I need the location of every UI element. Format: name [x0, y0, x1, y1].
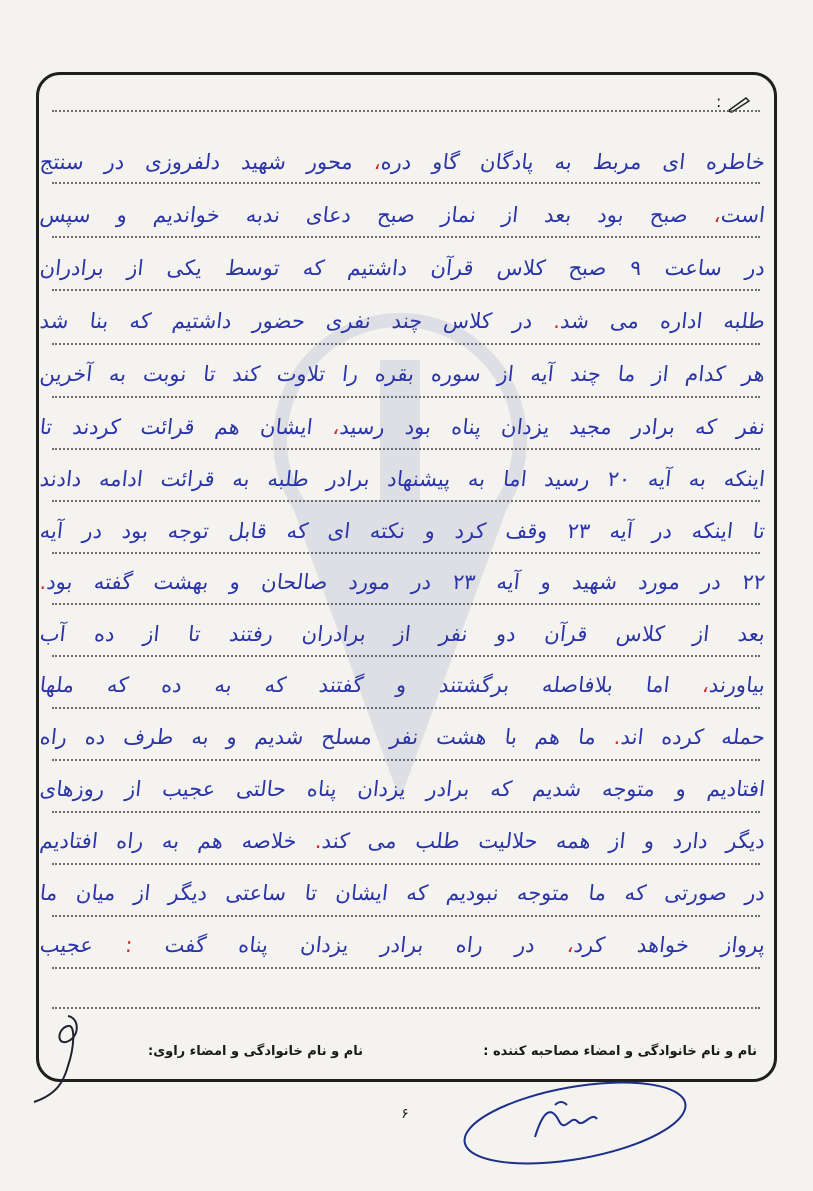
line-text: طلبه اداره می شد	[559, 309, 767, 333]
handwritten-line	[38, 767, 768, 811]
handwritten-line	[38, 246, 768, 290]
line-text: بعد از کلاس قرآن دو نفر از برادران رفتند تا از ده آب	[38, 622, 767, 646]
narrator-signature-label: نام و نام خانوادگی و امضاء راوی:	[148, 1044, 363, 1059]
interviewer-signature-label: نام و نام خانوادگی و امضاء مصاحبه کننده :	[483, 1044, 757, 1059]
line-text: است	[719, 203, 767, 227]
line-text: تا اینکه در آیه ۲۳ وقف کرد و نکته ای که قابل توجه بود در آیه	[38, 519, 767, 543]
ruled-line	[52, 707, 760, 709]
red-punctuation: .	[38, 570, 48, 594]
line-text: حمله کرده اند	[619, 725, 767, 749]
handwritten-line	[38, 352, 768, 396]
line-text: ما هم با هشت نفر مسلح شدیم و به طرف ده راه	[38, 725, 616, 749]
red-punctuation: .	[552, 309, 562, 333]
handwritten-line	[38, 612, 768, 656]
handwritten-line	[38, 509, 768, 553]
red-punctuation: .	[314, 829, 324, 853]
line-text: در راه برادر یزدان پناه گفت	[163, 933, 569, 957]
red-punctuation: ،	[372, 150, 383, 174]
line-text: اما بلافاصله برگشتند و گفتند که به ده که ملها	[38, 673, 704, 697]
line-text: در صورتی که ما متوجه نبودیم که ایشان تا ساعتی دیگر از میان ما	[38, 881, 767, 905]
handwritten-line	[38, 871, 768, 915]
handwritten-line	[38, 923, 768, 967]
handwritten-line	[38, 663, 768, 707]
ruled-line	[52, 396, 760, 398]
handwritten-line	[38, 299, 768, 343]
red-punctuation: ،	[701, 673, 711, 697]
handwritten-line	[38, 193, 768, 237]
line-text: در کلاس چند نفری حضور داشتیم که بنا شد	[38, 309, 556, 333]
line-text: ۲۲ در مورد شهید و آیه ۲۳ در مورد صالحان و بهشت گفته بود	[45, 570, 767, 594]
red-punctuation: :	[124, 933, 167, 957]
red-punctuation: ،	[712, 203, 723, 227]
handwritten-line	[38, 819, 768, 863]
header-rule	[52, 110, 760, 112]
interviewer-signature	[455, 1075, 695, 1170]
page-number: ۶	[401, 1106, 409, 1122]
line-text: ایشان هم قرائت کردند تا	[38, 415, 335, 439]
ruled-line	[52, 967, 760, 969]
red-punctuation: ،	[331, 415, 341, 439]
line-text: دیگر دارد و از همه حلالیت طلب می کند	[320, 829, 767, 853]
line-text: محور شهید دلفروزی در سنتج	[38, 150, 376, 174]
red-punctuation: .	[612, 725, 623, 749]
line-text: هر کدام از ما چند آیه از سوره بقره را تلاوت کند تا نوبت به آخرین	[38, 362, 767, 386]
ruled-line	[52, 343, 760, 345]
handwritten-line	[38, 140, 768, 184]
line-text: بیاورند	[708, 673, 767, 697]
ruled-line	[52, 1007, 760, 1009]
handwritten-line	[38, 457, 768, 501]
ruled-line	[52, 759, 760, 761]
line-text: خلاصه هم به راه افتادیم	[38, 829, 317, 853]
line-text: افتادیم و متوجه شدیم که برادر یزدان پناه حالتی عجیب از روزهای	[38, 777, 767, 801]
handwritten-line	[38, 715, 768, 759]
line-text: در ساعت ۹ صبح کلاس قرآن داشتیم که توسط یکی از برادران	[38, 256, 767, 280]
line-text: خاطره ای مربط به پادگان گاو دره	[379, 150, 767, 174]
ruled-line	[52, 811, 760, 813]
ruled-line	[52, 863, 760, 865]
line-text: پرواز خواهد کرد	[572, 933, 767, 957]
line-text: عجیب	[38, 933, 127, 957]
narrator-signature	[28, 1008, 98, 1108]
ruled-line	[52, 915, 760, 917]
line-text: اینکه به آیه ۲۰ رسید اما به پیشنهاد برادر طلبه به قرائت ادامه دادند	[38, 467, 767, 491]
red-punctuation: ،	[565, 933, 576, 957]
line-text: نفر که برادر مجید یزدان پناه بود رسید	[338, 415, 767, 439]
handwritten-line	[38, 560, 768, 604]
header-colon: :	[716, 92, 722, 111]
line-text: صبح بود بعد از نماز صبح دعای ندبه خواندیم و سپس	[38, 203, 716, 227]
handwritten-line	[38, 405, 768, 449]
